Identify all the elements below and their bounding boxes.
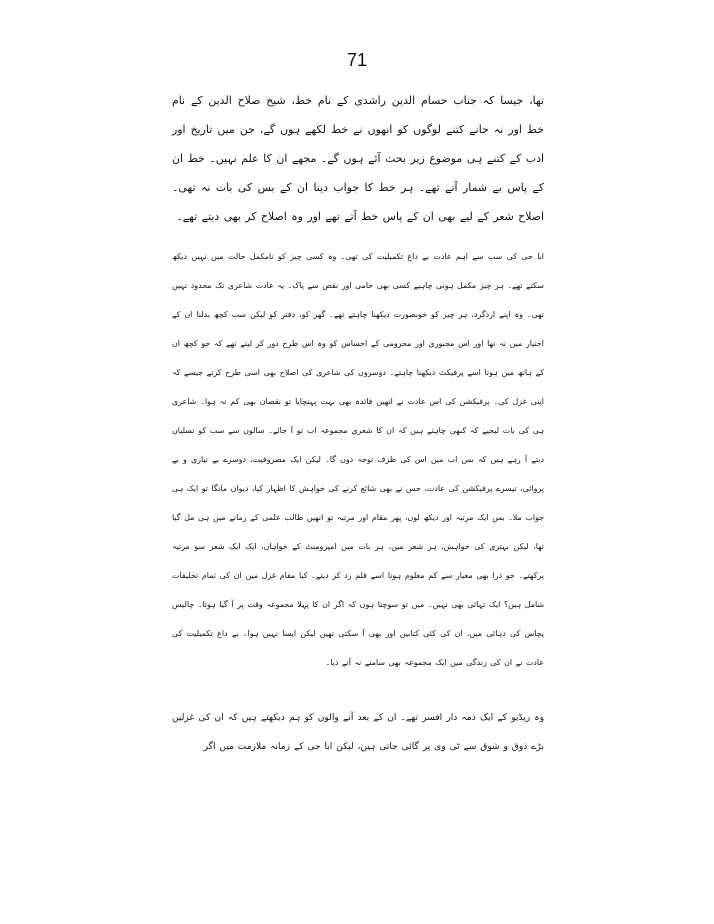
text-line: بھی نہیں۔ میں تو سوچتا ہوں کہ اگر ان کا پہلا مجموعہ وقت پر آ گیا ہوتا۔ چالیس پچاس کی دہائی [172, 600, 544, 638]
text-line: تک محدود نہیں تھی۔ وہ اپنے اردگرد، ہر چیز کو خوبصورت دیکھنا چاہتے تھے۔ گھر کو، دفتر کو لیکن سب [172, 281, 544, 319]
text-line: ان کی زندگی میں ایک مجموعہ بھی سامنے نہ آنے دیا۔ [325, 658, 513, 667]
text-line: کچھ بدلنا ان کے اختیار میں نہ تھا اور اس مجبوری اور محرومی کے احساس کو وہ اس طرح دور کر لیتے [172, 310, 544, 348]
paragraph-2 [172, 242, 544, 677]
text-line: بھی شائع کرنے کی خواہش کا اظہار کیا، دیوان مانگا تو ایک ہی جواب ملا۔ بس ایک مرتبہ اور دیکھ [172, 484, 544, 522]
text-line: ہر شعر میں، ہر بات میں امپرومنٹ کے خواہاں، ایک ایک شعر سو مرتبہ پرکھتے۔ جو ذرا بھی معیار [172, 542, 544, 580]
text-line: گا۔ لیکن ایک مصروفیت، دوسرے بے نیازی و بے پروائی، تیسرے پرفیکشن کی عادت، جس نے [172, 455, 544, 493]
paragraph-text [172, 242, 544, 677]
text-line: ابا جی کی سب سے اہم عادت بے داغ تکمیلیت کی تھی۔ وہ کسی چیز کو نامکمل حالت میں [211, 252, 544, 261]
text-line: کتنے لوگوں کو انھوں نے خط لکھے ہوں گے، جن میں تاریخ اور ادب کے کتنے ہی موضوع [172, 123, 544, 165]
paragraph-text [172, 86, 544, 231]
paragraph-1 [172, 86, 544, 231]
text-line: پہنچایا تو نقصان بھی کم نہ ہوا۔ شاعری ہی کی بات لیجیے کہ کبھی چاہتے ہیں کہ ان کا شعری مجموعہ اب [172, 397, 544, 435]
text-line: زیر بحث آئے ہوں گے۔ مجھے ان کا علم نہیں۔ خط ان کے پاس بے شمار آتے تھے۔ ہر خط کا [172, 152, 545, 194]
text-line: سے کم معلوم ہوتا اسے قلم زد کر دیتے۔ کیا مقام غزل میں ان کی تمام تخلیقات شامل ہیں؟ ایک تہائی [172, 571, 544, 609]
text-line: میں، ان کی کئی کتابیں اور بھی آ سکتی تھیں لیکن ایسا نہیں ہوا۔ بے داغ تکمیلیت کی عادت نے [172, 629, 544, 667]
text-line: اصلاح کر بھی دیتے تھے۔ [176, 210, 287, 223]
text-line: تو آ جائے۔ سالوں سے سب کو تسلیاں دیتے آ رہے ہیں کہ بس اب میں اس کی طرف توجہ دوں [172, 426, 544, 464]
text-line: جواب دینا ان کے بس کی بات نہ تھی۔ اصلاح شعر کے لیے بھی ان کے پاس خط آتے تھے اور وہ [172, 181, 544, 223]
text-line: لوں، پھر مقام اور مرتبہ تو انھیں طالب علمی کے زمانے میں ہی مل گیا تھا، لیکن بہتری کی خواہش، [172, 513, 544, 551]
text-line: وہ ریڈیو کے ایک ذمہ دار افسر تھے۔ ان کے بعد آنے والوں کو ہم دیکھتے ہیں کہ ان کی [198, 713, 545, 723]
text-line: تھا، جیسا کہ جناب حسام الدین راشدی کے نام خط، شیخ صلاح الدین کے نام خط اور نہ جانے [172, 94, 544, 136]
page-number: 71 [346, 50, 368, 70]
text-line: بھی اسی طرح کرتے جیسے کہ اپنی غزل کی۔ پرفیکشن کی اس عادت نے انھیں فائدہ بھی بہت [172, 368, 544, 406]
paragraph-3 [172, 704, 544, 762]
text-line: غزلیں بڑے ذوق و شوق سے ٹی وی پر گائی جاتی ہیں، لیکن ابا جی کے زمانہ ملازمت میں اگر [172, 713, 544, 752]
text-line: نہیں دیکھ سکتے تھے۔ ہر چیز مکمل ہونی چاہیے کسی بھی خامی اور نقص سے پاک۔ یہ عادت شاعری [172, 252, 544, 290]
paragraph-text [172, 704, 544, 762]
text-line: تھے کہ جو کچھ ان کے ہاتھ میں ہوتا اسے پرفیکٹ دیکھنا چاہتے۔ دوسروں کی شاعری کی اصلاح [172, 339, 544, 377]
